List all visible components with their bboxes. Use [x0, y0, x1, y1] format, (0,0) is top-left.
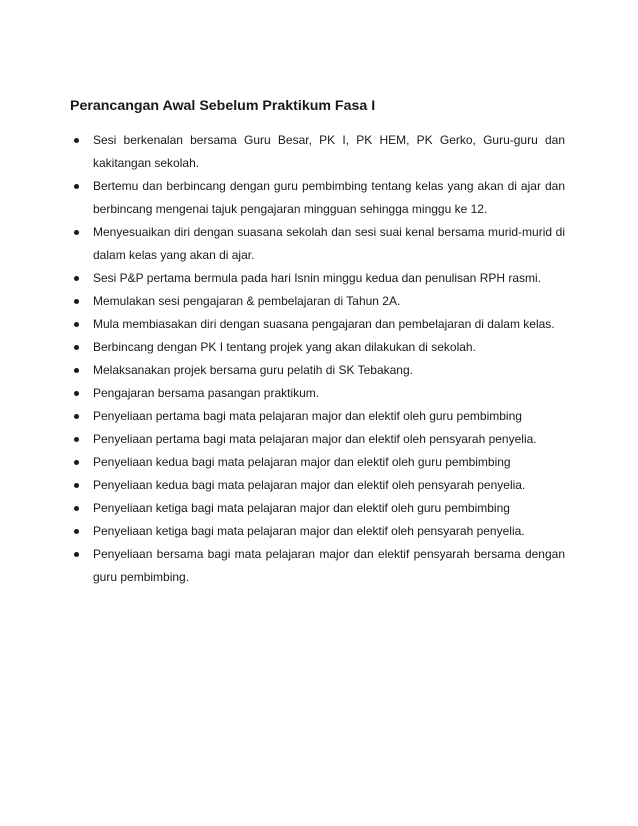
bullet-list — [70, 129, 565, 589]
list-item-text: Sesi P&P pertama bermula pada hari Isnin minggu kedua dan penulisan RPH rasmi. — [93, 271, 542, 285]
list-item-text: Penyeliaan pertama bagi mata pelajaran major dan elektif oleh guru pembimbing — [93, 409, 522, 423]
list-item — [70, 359, 565, 382]
list-item — [70, 267, 565, 290]
list-item-text: Menyesuaikan diri dengan suasana sekolah dan sesi suai kenal bersama murid-murid di dalam kelas yang akan di ajar. — [93, 225, 565, 262]
bullet-icon — [71, 359, 81, 382]
list-item — [70, 221, 565, 267]
list-item — [70, 129, 565, 175]
list-item — [70, 497, 565, 520]
list-item — [70, 474, 565, 497]
list-item — [70, 520, 565, 543]
list-item-text: Melaksanakan projek bersama guru pelatih di SK Tebakang. — [93, 363, 413, 377]
document-title: Perancangan Awal Sebelum Praktikum Fasa I — [70, 98, 376, 114]
list-item-text: Penyeliaan ketiga bagi mata pelajaran major dan elektif oleh guru pembimbing — [93, 501, 510, 515]
bullet-icon — [71, 175, 81, 198]
bullet-icon — [71, 336, 81, 359]
bullet-icon — [71, 290, 81, 313]
list-item — [70, 336, 565, 359]
bullet-icon — [71, 129, 81, 152]
list-item — [70, 382, 565, 405]
bullet-icon — [71, 313, 81, 336]
list-item-text: Penyeliaan pertama bagi mata pelajaran major dan elektif oleh pensyarah penyelia. — [93, 432, 537, 446]
bullet-icon — [71, 474, 81, 497]
list-item-text: Penyeliaan kedua bagi mata pelajaran major dan elektif oleh pensyarah penyelia. — [93, 478, 526, 492]
bullet-icon — [71, 520, 81, 543]
list-item-text: Mula membiasakan diri dengan suasana pengajaran dan pembelajaran di dalam kelas. — [93, 317, 555, 331]
bullet-icon — [71, 267, 81, 290]
list-item-text: Penyeliaan kedua bagi mata pelajaran major dan elektif oleh guru pembimbing — [93, 455, 511, 469]
list-item — [70, 428, 565, 451]
list-item — [70, 451, 565, 474]
bullet-icon — [71, 382, 81, 405]
bullet-icon — [71, 221, 81, 244]
list-item-text: Penyeliaan ketiga bagi mata pelajaran major dan elektif oleh pensyarah penyelia. — [93, 524, 525, 538]
list-item — [70, 543, 565, 589]
bullet-icon — [71, 405, 81, 428]
list-item-text: Penyeliaan bersama bagi mata pelajaran major dan elektif pensyarah bersama dengan guru pembimbing. — [93, 547, 565, 584]
bullet-icon — [71, 428, 81, 451]
list-item-text: Bertemu dan berbincang dengan guru pembimbing tentang kelas yang akan di ajar dan berbincang mengenai tajuk pengajaran mingguan sehingga minggu ke 12. — [93, 179, 565, 216]
document-content — [70, 97, 565, 589]
list-item — [70, 405, 565, 428]
list-item-text: Sesi berkenalan bersama Guru Besar, PK I, PK HEM, PK Gerko, Guru-guru dan kakitangan sekolah. — [93, 133, 565, 170]
list-item-text: Memulakan sesi pengajaran & pembelajaran di Tahun 2A. — [93, 294, 401, 308]
list-item-text: Berbincang dengan PK I tentang projek yang akan dilakukan di sekolah. — [93, 340, 476, 354]
list-item — [70, 175, 565, 221]
bullet-icon — [71, 451, 81, 474]
list-item-text: Pengajaran bersama pasangan praktikum. — [93, 386, 320, 400]
list-item — [70, 313, 565, 336]
bullet-icon — [71, 497, 81, 520]
list-item — [70, 290, 565, 313]
bullet-icon — [71, 543, 81, 566]
